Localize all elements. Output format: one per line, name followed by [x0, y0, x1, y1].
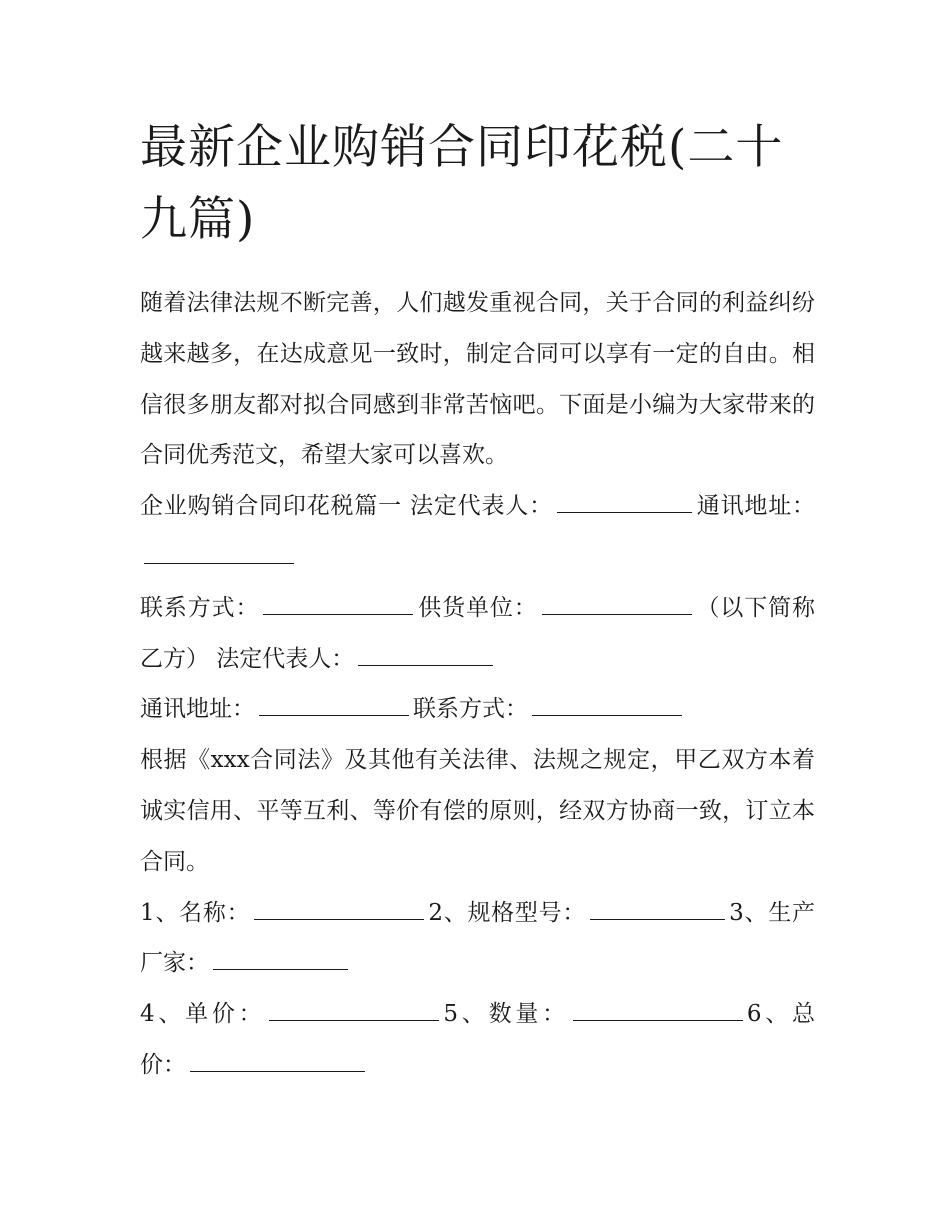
party-a-contact-label: 联系方式：: [140, 594, 260, 621]
party-b-contact-label: 联系方式：: [413, 696, 528, 723]
document-body: [140, 112, 815, 1091]
supplier-label: 供货单位：: [417, 594, 538, 621]
product-spec-label: 2、规格型号：: [428, 899, 587, 926]
unit-price-label: 4、单价：: [140, 1001, 266, 1028]
legal-basis-paragraph: 根据《xxx合同法》及其他有关法律、法规之规定，甲乙双方本着诚实信用、平等互利、等价有偿的原则，经双方协商一致，订立本合同。: [140, 747, 815, 875]
party-b-representative-blank: [358, 640, 493, 665]
party-b-address-blank: [259, 691, 409, 716]
manufacturer-blank: [213, 945, 348, 970]
quantity-blank: [573, 996, 743, 1021]
product-name-label: 1、名称：: [140, 899, 251, 926]
supplier-blank: [542, 590, 692, 615]
party-a-address-blank: [144, 539, 294, 564]
party-b-representative-label: （以下简称乙方） 法定代表人：: [140, 594, 815, 672]
party-a-representative-paragraph: [140, 481, 815, 583]
party-a-contact-blank: [263, 590, 413, 615]
pricing-paragraph: [140, 989, 815, 1091]
quantity-label: 5、数量：: [443, 1001, 569, 1028]
total-price-label: 6、总价：: [140, 1001, 815, 1078]
intro-paragraph: 随着法律法规不断完善，人们越发重视合同，关于合同的利益纠纷越来越多，在达成意见一致时，制定合同可以享有一定的自由。相信很多朋友都对拟合同感到非常苦恼吧。下面是小编为大家带来的合同优秀范文，希望大家可以喜欢。: [140, 290, 815, 469]
party-a-address-label: 通讯地址：: [695, 493, 815, 520]
product-info-paragraph: [140, 888, 815, 990]
total-price-blank: [190, 1047, 365, 1072]
unit-price-blank: [269, 996, 439, 1021]
party-a-representative-blank: [557, 488, 692, 513]
product-spec-blank: [590, 894, 725, 919]
document-title: 最新企业购销合同印花税(二十九篇): [140, 120, 784, 247]
product-name-blank: [254, 894, 424, 919]
party-b-contact-blank: [532, 691, 682, 716]
supplier-paragraph: [140, 583, 815, 685]
party-a-representative-label: 企业购销合同印花税篇一 法定代表人：: [140, 493, 553, 520]
manufacturer-label: 3、生产厂家：: [140, 899, 815, 977]
party-b-address-label: 通讯地址：: [140, 696, 255, 723]
party-b-address-paragraph: [140, 684, 815, 735]
